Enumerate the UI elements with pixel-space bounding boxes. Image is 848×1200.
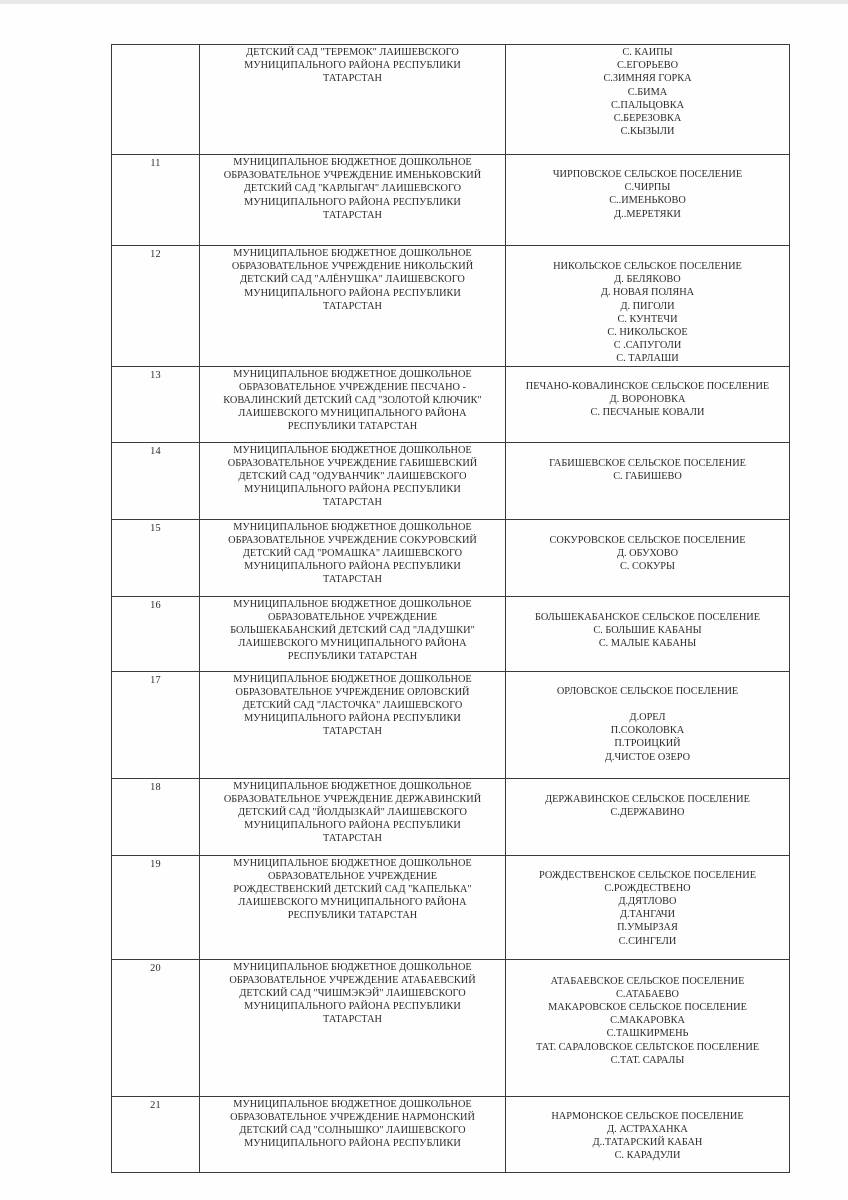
settlements-list xyxy=(506,442,790,519)
settlement-item: С.СИНГЕЛИ xyxy=(618,935,677,947)
organization-line: РЕСПУБЛИКИ ТАТАРСТАН xyxy=(287,910,418,922)
settlements-list xyxy=(506,596,790,671)
settlement-item: Д.ЧИСТОЕ ОЗЕРО xyxy=(604,751,691,763)
organization-line: ЛАИШЕВСКОГО МУНИЦИПАЛЬНОГО РАЙОНА xyxy=(238,638,467,650)
organization-line: МУНИЦИПАЛЬНОГО РАЙОНА РЕСПУБЛИКИ xyxy=(244,287,461,299)
organization-line: ДЕТСКИЙ САД "ТЕРЕМОК" ЛАИШЕВСКОГО xyxy=(246,47,459,58)
settlement-item: АТАБАЕВСКОЕ СЕЛЬСКОЕ ПОСЕЛЕНИЕ xyxy=(550,975,745,987)
settlement-item: С.МАКАРОВКА xyxy=(610,1015,685,1027)
organization-line: ТАТАРСТАН xyxy=(323,726,382,738)
settlement-item: П.ТРОИЦКИЙ xyxy=(614,738,681,750)
settlement-item: С.БИМА xyxy=(627,86,668,98)
organization-line: ОБРАЗОВАТЕЛЬНОЕ УЧРЕЖДЕНИЕ НАРМОНСКИЙ xyxy=(230,1111,475,1123)
organization-name xyxy=(200,1096,506,1172)
organization-line: ДЕТСКИЙ САД "СОЛНЫШКО" ЛАИШЕВСКОГО xyxy=(239,1125,466,1137)
settlement-item: С. ТАРЛАШИ xyxy=(616,353,679,365)
row-number: 15 xyxy=(112,519,200,596)
organization-line: ТАТАРСТАН xyxy=(323,209,382,221)
organization-line: МУНИЦИПАЛЬНОГО РАЙОНА РЕСПУБЛИКИ xyxy=(244,60,461,72)
organization-line: ДЕТСКИЙ САД "ЛАСТОЧКА" ЛАИШЕВСКОГО xyxy=(242,700,463,712)
row-number: 18 xyxy=(112,778,200,855)
settlements-list xyxy=(506,366,790,442)
settlement-item: С .САПУГОЛИ xyxy=(613,340,682,352)
organization-name xyxy=(200,45,506,155)
organization-line: МУНИЦИПАЛЬНОЕ БЮДЖЕТНОЕ ДОШКОЛЬНОЕ xyxy=(233,368,472,380)
settlement-item: МАКАРОВСКОЕ СЕЛЬСКОЕ ПОСЕЛЕНИЕ xyxy=(548,1002,747,1014)
organization-line: РОЖДЕСТВЕНСКИЙ ДЕТСКИЙ САД "КАПЕЛЬКА" xyxy=(233,884,472,896)
organization-name xyxy=(200,519,506,596)
settlement-item: С. БОЛЬШИЕ КАБАНЫ xyxy=(593,624,702,636)
row-number: 12 xyxy=(112,246,200,367)
settlement-item: С..ИМЕНЬКОВО xyxy=(609,195,686,207)
settlements-list xyxy=(506,959,790,1096)
organization-line: ОБРАЗОВАТЕЛЬНОЕ УЧРЕЖДЕНИЕ СОКУРОВСКИЙ xyxy=(228,534,477,546)
organization-line: ТАТАРСТАН xyxy=(323,73,382,85)
organization-line: ОБРАЗОВАТЕЛЬНОЕ УЧРЕЖДЕНИЕ ДЕРЖАВИНСКИЙ xyxy=(223,793,482,805)
settlements-list xyxy=(506,778,790,855)
settlement-item: С. НИКОЛЬСКОЕ xyxy=(607,327,688,339)
settlement-item: С.ТАШКИРМЕНЬ xyxy=(606,1028,689,1040)
settlement-item: С. ПЕСЧАНЫЕ КОВАЛИ xyxy=(590,407,705,419)
organization-line: МУНИЦИПАЛЬНОЕ БЮДЖЕТНОЕ ДОШКОЛЬНОЕ xyxy=(233,961,472,973)
organization-name xyxy=(200,246,506,367)
table-row xyxy=(112,855,790,959)
settlement-item: СОКУРОВСКОЕ СЕЛЬСКОЕ ПОСЕЛЕНИЕ xyxy=(549,534,746,546)
settlement-item: БОЛЬШЕКАБАНСКОЕ СЕЛЬСКОЕ ПОСЕЛЕНИЕ xyxy=(535,611,760,623)
organization-line: ДЕТСКИЙ САД "КАРЛЫГАЧ" ЛАИШЕВСКОГО xyxy=(243,183,462,195)
table-row xyxy=(112,442,790,519)
table-row xyxy=(112,778,790,855)
row-number: 19 xyxy=(112,855,200,959)
settlements-list xyxy=(506,1096,790,1172)
settlements-list xyxy=(506,519,790,596)
settlement-item: ЧИРПОВСКОЕ СЕЛЬСКОЕ ПОСЕЛЕНИЕ xyxy=(552,169,743,180)
settlement-item: Д.ДЯТЛОВО xyxy=(618,896,677,908)
settlement-item xyxy=(512,698,783,711)
settlement-item: С. КАРАДУЛИ xyxy=(614,1150,681,1162)
organization-line: ДЕТСКИЙ САД "ОДУВАНЧИК" ЛАИШЕВСКОГО xyxy=(238,471,467,483)
settlement-item: НИКОЛЬСКОЕ СЕЛЬСКОЕ ПОСЕЛЕНИЕ xyxy=(553,261,742,272)
organization-name xyxy=(200,596,506,671)
settlement-item: ГАБИШЕВСКОЕ СЕЛЬСКОЕ ПОСЕЛЕНИЕ xyxy=(549,457,746,469)
organization-line: ОБРАЗОВАТЕЛЬНОЕ УЧРЕЖДЕНИЕ ИМЕНЬКОВСКИЙ xyxy=(223,170,482,182)
settlement-item: С.ЕГОРЬЕВО xyxy=(616,60,679,72)
settlement-item: С. КУНТЕЧИ xyxy=(617,313,678,325)
organization-line: ДЕТСКИЙ САД "АЛЁНУШКА" ЛАИШЕВСКОГО xyxy=(240,274,465,286)
settlement-item: Д..ТАТАРСКИЙ КАБАН xyxy=(592,1137,703,1149)
settlement-item: С.РОЖДЕСТВЕНО xyxy=(604,882,691,894)
organization-name xyxy=(200,442,506,519)
row-number: 20 xyxy=(112,959,200,1096)
settlement-item: С.КЫЗЫЛИ xyxy=(620,126,675,138)
settlement-item: С.АТАБАЕВО xyxy=(616,988,679,1000)
row-number: 13 xyxy=(112,366,200,442)
settlement-item: Д. ВОРОНОВКА xyxy=(609,393,686,405)
organization-line: ОБРАЗОВАТЕЛЬНОЕ УЧРЕЖДЕНИЕ ОРЛОВСКИЙ xyxy=(235,686,470,698)
settlement-item: НАРМОНСКОЕ СЕЛЬСКОЕ ПОСЕЛЕНИЕ xyxy=(551,1110,744,1122)
organization-line: ДЕТСКИЙ САД "ЧИШМЭКЭЙ" ЛАИШЕВСКОГО xyxy=(239,988,466,1000)
settlement-item: ТАТ. САРАЛОВСКОЕ СЕЛЬТСКОЕ ПОСЕЛЕНИЕ xyxy=(535,1041,760,1053)
organization-line: МУНИЦИПАЛЬНОЕ БЮДЖЕТНОЕ ДОШКОЛЬНОЕ xyxy=(233,1098,472,1110)
settlement-item: ДЕРЖАВИНСКОЕ СЕЛЬСКОЕ ПОСЕЛЕНИЕ xyxy=(545,793,750,805)
settlement-item: С. МАЛЫЕ КАБАНЫ xyxy=(598,638,697,650)
organization-line: БОЛЬШЕКАБАНСКИЙ ДЕТСКИЙ САД "ЛАДУШКИ" xyxy=(230,625,475,637)
kindergarten-table xyxy=(111,44,790,1173)
organization-line: ОБРАЗОВАТЕЛЬНОЕ УЧРЕЖДЕНИЕ НИКОЛЬСКИЙ xyxy=(231,261,474,273)
settlements-list xyxy=(506,855,790,959)
row-number: 11 xyxy=(112,155,200,246)
settlement-item: С.ДЕРЖАВИНО xyxy=(610,806,685,818)
organization-line: ОБРАЗОВАТЕЛЬНОЕ УЧРЕЖДЕНИЕ xyxy=(267,870,438,882)
table-row xyxy=(112,959,790,1096)
organization-name xyxy=(200,959,506,1096)
organization-name xyxy=(200,671,506,778)
organization-line: МУНИЦИПАЛЬНОГО РАЙОНА РЕСПУБЛИКИ xyxy=(244,1001,461,1013)
organization-line: ТАТАРСТАН xyxy=(323,497,382,509)
organization-line: МУНИЦИПАЛЬНОГО РАЙОНА РЕСПУБЛИКИ xyxy=(244,1138,461,1150)
organization-name xyxy=(200,155,506,246)
table-row xyxy=(112,596,790,671)
settlement-item: С.ПАЛЬЦОВКА xyxy=(610,99,685,111)
organization-line: МУНИЦИПАЛЬНОГО РАЙОНА РЕСПУБЛИКИ xyxy=(244,561,461,573)
settlement-item: С. ГАБИШЕВО xyxy=(613,470,682,482)
organization-line: ДЕТСКИЙ САД "РОМАШКА" ЛАИШЕВСКОГО xyxy=(242,548,463,560)
organization-name xyxy=(200,778,506,855)
settlement-item: ПЕЧАНО-КОВАЛИНСКОЕ СЕЛЬСКОЕ ПОСЕЛЕНИЕ xyxy=(525,380,770,392)
settlement-item: Д.ОРЕЛ xyxy=(629,712,666,724)
settlements-list xyxy=(506,155,790,246)
organization-line: ТАТАРСТАН xyxy=(323,300,382,312)
row-number: 16 xyxy=(112,596,200,671)
organization-line: МУНИЦИПАЛЬНОГО РАЙОНА РЕСПУБЛИКИ xyxy=(244,484,461,496)
table-row xyxy=(112,246,790,367)
organization-line: РЕСПУБЛИКИ ТАТАРСТАН xyxy=(287,421,418,433)
settlement-item: ОРЛОВСКОЕ СЕЛЬСКОЕ ПОСЕЛЕНИЕ xyxy=(556,685,739,697)
row-number: 17 xyxy=(112,671,200,778)
settlement-item: С.ТАТ. САРАЛЫ xyxy=(610,1054,685,1066)
settlement-item: Д.ТАНГАЧИ xyxy=(619,909,676,921)
organization-line: МУНИЦИПАЛЬНОЕ БЮДЖЕТНОЕ ДОШКОЛЬНОЕ xyxy=(233,157,472,168)
organization-line: МУНИЦИПАЛЬНОГО РАЙОНА РЕСПУБЛИКИ xyxy=(244,820,461,832)
organization-line: ОБРАЗОВАТЕЛЬНОЕ УЧРЕЖДЕНИЕ ГАБИШЕВСКИЙ xyxy=(227,457,478,469)
organization-name xyxy=(200,366,506,442)
table-body xyxy=(112,45,790,1173)
organization-line: ОБРАЗОВАТЕЛЬНОЕ УЧРЕЖДЕНИЕ АТАБАЕВСКИЙ xyxy=(229,974,476,986)
organization-line: МУНИЦИПАЛЬНОЕ БЮДЖЕТНОЕ ДОШКОЛЬНОЕ xyxy=(233,444,472,456)
settlement-item: С.ЗИМНЯЯ ГОРКА xyxy=(603,73,692,85)
settlement-item: Д. ОБУХОВО xyxy=(616,547,679,559)
organization-line: ЛАИШЕВСКОГО МУНИЦИПАЛЬНОГО РАЙОНА xyxy=(238,408,467,420)
settlement-item: С.БЕРЕЗОВКА xyxy=(613,113,682,125)
settlement-item: Д. ПИГОЛИ xyxy=(620,300,675,312)
table-row xyxy=(112,45,790,155)
organization-line: ОБРАЗОВАТЕЛЬНОЕ УЧРЕЖДЕНИЕ ПЕСЧАНО - xyxy=(239,381,466,393)
organization-line: КОВАЛИНСКИЙ ДЕТСКИЙ САД "ЗОЛОТОЙ КЛЮЧИК" xyxy=(223,395,482,407)
organization-line: ЛАИШЕВСКОГО МУНИЦИПАЛЬНОГО РАЙОНА xyxy=(238,897,467,909)
organization-name xyxy=(200,855,506,959)
organization-line: МУНИЦИПАЛЬНОЕ БЮДЖЕТНОЕ ДОШКОЛЬНОЕ xyxy=(233,521,472,533)
settlement-item: П.УМЫРЗАЯ xyxy=(617,922,678,934)
table-row xyxy=(112,519,790,596)
scan-top-edge xyxy=(0,0,848,4)
organization-line: ДЕТСКИЙ САД "ЙОЛДЫЗКАЙ" ЛАИШЕВСКОГО xyxy=(238,807,467,819)
settlement-item: Д..МЕРЕТЯКИ xyxy=(614,208,681,220)
settlement-item: РОЖДЕСТВЕНСКОЕ СЕЛЬСКОЕ ПОСЕЛЕНИЕ xyxy=(539,869,756,881)
settlements-list xyxy=(506,671,790,778)
organization-line: МУНИЦИПАЛЬНОГО РАЙОНА РЕСПУБЛИКИ xyxy=(244,196,461,208)
row-number: 21 xyxy=(112,1096,200,1172)
organization-line: ТАТАРСТАН xyxy=(323,1014,382,1026)
settlements-list xyxy=(506,246,790,367)
settlement-item: Д. НОВАЯ ПОЛЯНА xyxy=(600,287,695,299)
settlement-item: С. КАИПЫ xyxy=(622,47,673,58)
table-row xyxy=(112,155,790,246)
organization-line: ОБРАЗОВАТЕЛЬНОЕ УЧРЕЖДЕНИЕ xyxy=(267,611,438,623)
organization-line: МУНИЦИПАЛЬНОЕ БЮДЖЕТНОЕ ДОШКОЛЬНОЕ xyxy=(233,780,472,792)
settlement-item: С.ЧИРПЫ xyxy=(624,182,671,194)
table-row xyxy=(112,366,790,442)
settlement-item: Д. БЕЛЯКОВО xyxy=(614,274,681,286)
row-number xyxy=(112,45,200,155)
row-number: 14 xyxy=(112,442,200,519)
organization-line: РЕСПУБЛИКИ ТАТАРСТАН xyxy=(287,651,418,663)
organization-line: МУНИЦИПАЛЬНОЕ БЮДЖЕТНОЕ ДОШКОЛЬНОЕ xyxy=(233,248,472,259)
settlement-item: С. СОКУРЫ xyxy=(620,561,675,573)
organization-line: ТАТАРСТАН xyxy=(323,574,382,586)
settlement-item: П.СОКОЛОВКА xyxy=(610,725,685,737)
organization-line: МУНИЦИПАЛЬНОЕ БЮДЖЕТНОЕ ДОШКОЛЬНОЕ xyxy=(233,598,472,610)
settlements-list xyxy=(506,45,790,155)
organization-line: ТАТАРСТАН xyxy=(323,833,382,845)
table-row xyxy=(112,1096,790,1172)
organization-line: МУНИЦИПАЛЬНОЕ БЮДЖЕТНОЕ ДОШКОЛЬНОЕ xyxy=(233,857,472,869)
table-row xyxy=(112,671,790,778)
organization-line: МУНИЦИПАЛЬНОЕ БЮДЖЕТНОЕ ДОШКОЛЬНОЕ xyxy=(233,673,472,685)
settlement-item: Д. АСТРАХАНКА xyxy=(607,1123,688,1135)
organization-line: МУНИЦИПАЛЬНОГО РАЙОНА РЕСПУБЛИКИ xyxy=(244,713,461,725)
